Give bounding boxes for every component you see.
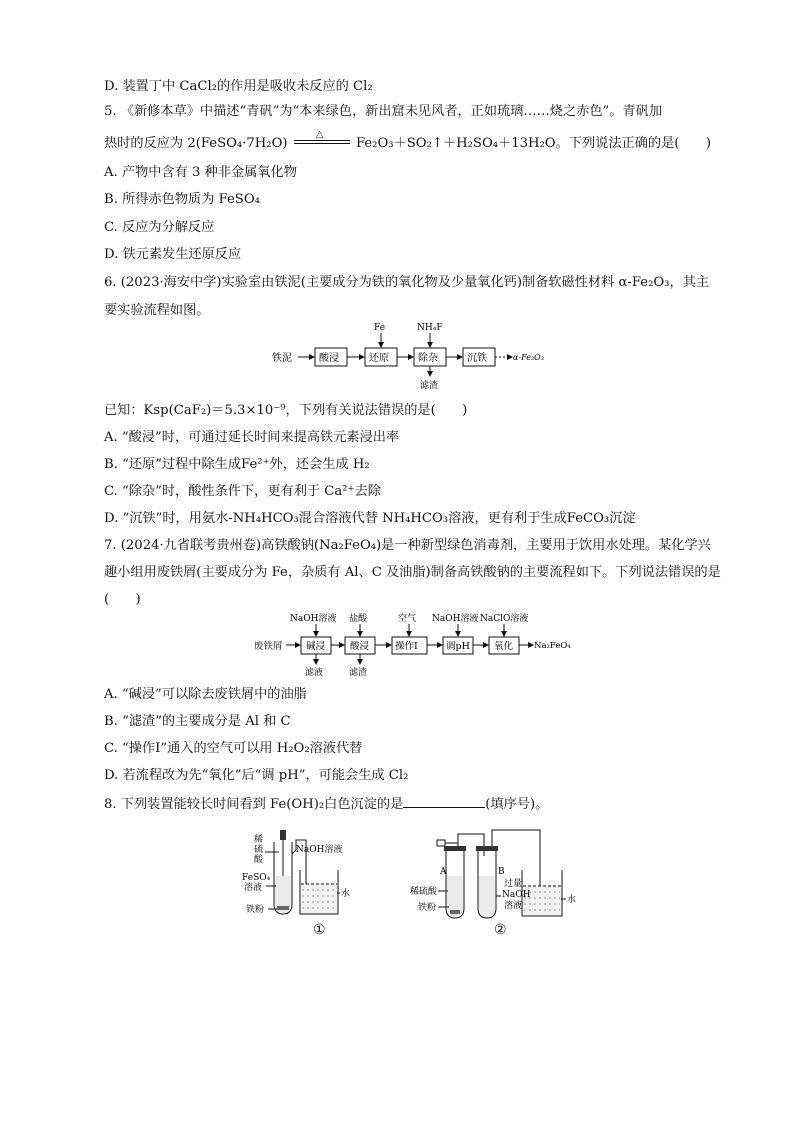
- q5-stem-post: Fe₂O₃＋SO₂↑＋H₂SO₄＋13H₂O。下列说法正确的是( ): [355, 136, 711, 151]
- q6-option-b: B. “还原”过程中除生成Fe²⁺外，还会生成 H₂: [104, 457, 370, 472]
- fig2-label-b: B: [498, 867, 505, 877]
- fig1-label-acid: 酸: [254, 855, 264, 865]
- fig1-caption: ①: [313, 922, 326, 938]
- q8-stem-post: (填序号)。: [485, 797, 549, 812]
- q5-option-c: C. 反应为分解反应: [104, 220, 215, 235]
- q7-box-oxidize-label: 氧化: [494, 641, 514, 652]
- q6-known: 已知：Ksp(CaF₂)＝5.3×10⁻⁹，下列有关说法错误的是( ): [104, 403, 468, 418]
- q7-stem-line1: 7. (2024·九省联考贵州卷)高铁酸钠(Na₂FeO₄)是一种新型绿色消毒剂，主要用于饮用水处理。某化学兴: [104, 538, 711, 553]
- fig1-label-feso4: FeSO₄: [242, 873, 271, 883]
- fig1-label-sulfuric: 硫: [254, 845, 264, 855]
- q6-stem-line2: 要实验流程如图。: [104, 303, 210, 318]
- q6-output-residue: 滤渣: [420, 381, 439, 391]
- q6-box-acid-leach-label: 酸浸: [319, 353, 339, 364]
- fig1-label-water: 水: [341, 889, 351, 899]
- fig2-label-excess: 过量: [504, 879, 523, 889]
- q6-input-fe: Fe: [374, 323, 386, 333]
- fig1-label-iron-powder: 铁粉: [246, 905, 265, 915]
- q6-box-reduce-label: 还原: [369, 353, 389, 364]
- q7-box-adjust-ph-label: 调pH: [446, 641, 470, 652]
- q7-box-acid-leach-label: 酸浸: [350, 641, 370, 652]
- q5-option-d: D. 铁元素发生还原反应: [104, 247, 242, 262]
- q7-stem-line2: 趣小组用废铁屑(主要成分为 Fe，杂质有 Al、C 及油脂)制备高铁酸钠的主要流程如下。下列说法错误的是: [104, 565, 721, 580]
- fig2-label-naoh: NaOH: [502, 890, 531, 900]
- fig2-label-a: A: [440, 867, 447, 877]
- q7-input-naoh-1: NaOH溶液: [290, 614, 337, 624]
- q7-box-alkali-leach-label: 碱浸: [306, 641, 326, 652]
- q6-stem-line1: 6. (2023·海安中学)实验室由铁泥(主要成分为铁的氧化物及少量氧化钙)制备软磁性材料 α-Fe₂O₃，其主: [104, 275, 710, 290]
- q6-option-d: D. “沉铁”时，用氨水-NH₄HCO₃混合溶液代替 NH₄HCO₃溶液，更有利于生成FeCO₃沉淀: [104, 511, 636, 526]
- q8-stem-pre: 8. 下列装置能较长时间看到 Fe(OH)₂白色沉淀的是: [104, 797, 404, 812]
- q6-flow-start: 铁泥: [272, 353, 292, 364]
- q7-flow-end: Na₂FeO₄: [534, 641, 571, 651]
- q5-option-b: B. 所得赤色物质为 FeSO₄: [104, 192, 260, 207]
- q7-flow-start: 废铁屑: [254, 641, 283, 652]
- q7-option-a: A. “碱浸”可以除去废铁屑中的油脂: [104, 687, 307, 702]
- q6-input-nh4f: NH₄F: [417, 323, 443, 333]
- q4-option-d: D. 装置丁中 CaCl₂的作用是吸收未反应的 Cl₂: [104, 79, 373, 94]
- q6-flow-end: α-Fe₂O₃: [513, 353, 544, 362]
- fig1-label-naoh: NaOH溶液: [296, 845, 343, 855]
- q7-flow-diagram: [248, 608, 588, 678]
- fig2-label-dilute-acid: 稀硫酸: [410, 887, 438, 897]
- q7-input-hcl: 盐酸: [349, 614, 368, 624]
- q6-box-precipitate-label: 沉铁: [467, 353, 487, 364]
- q6-option-c: C. “除杂”时，酸性条件下，更有利于 Ca²⁺去除: [104, 484, 381, 499]
- fig2-label-iron-powder: 铁粉: [418, 903, 437, 913]
- q8-figure-1-apparatus: [236, 826, 366, 926]
- q7-output-residue: 滤渣: [349, 668, 368, 678]
- heating-condition-arrow: [292, 129, 352, 148]
- q5-stem-line2: [104, 129, 711, 153]
- q7-stem-line3: ( ): [104, 592, 141, 607]
- q5-stem-pre: 热时的反应为 2(FeSO₄·7H₂O): [104, 136, 288, 151]
- q7-option-d: D. 若流程改为先“氧化”后“调 pH”，可能会生成 Cl₂: [104, 768, 409, 783]
- fig2-caption: ②: [494, 922, 507, 938]
- fig1-label-dilute: 稀: [254, 835, 264, 845]
- q7-option-b: B. “滤渣”的主要成分是 Al 和 C: [104, 714, 291, 729]
- q5-option-a: A. 产物中含有 3 种非金属氧化物: [104, 165, 297, 180]
- q6-option-a: A. “酸浸”时，可通过延长时间来提高铁元素浸出率: [104, 430, 400, 445]
- q6-box-purify-label: 除杂: [418, 353, 438, 364]
- q7-box-operation-1-label: 操作Ⅰ: [395, 641, 418, 652]
- fig2-label-water: 水: [567, 895, 577, 905]
- q7-input-naclo: NaClO溶液: [480, 614, 529, 624]
- q5-stem-line1: 5. 《新修本草》中描述“青矾”为“本来绿色，新出窟未见风者，正如琉璃……烧之赤色”。青矾加: [104, 104, 663, 119]
- q7-output-filtrate: 滤液: [305, 668, 324, 678]
- q7-option-c: C. “操作Ⅰ”通入的空气可以用 H₂O₂溶液代替: [104, 741, 363, 756]
- q7-input-air: 空气: [398, 614, 417, 624]
- q6-flow-diagram: [260, 318, 580, 394]
- q8-stem: [104, 795, 548, 814]
- fig2-label-solution: 溶液: [504, 901, 523, 911]
- q8-figure-2-apparatus: [410, 826, 590, 926]
- answer-blank[interactable]: [403, 795, 485, 808]
- fig1-label-solution: 溶液: [244, 883, 263, 893]
- q7-input-naoh-2: NaOH溶液: [432, 614, 479, 624]
- heat-symbol: △: [315, 129, 324, 140]
